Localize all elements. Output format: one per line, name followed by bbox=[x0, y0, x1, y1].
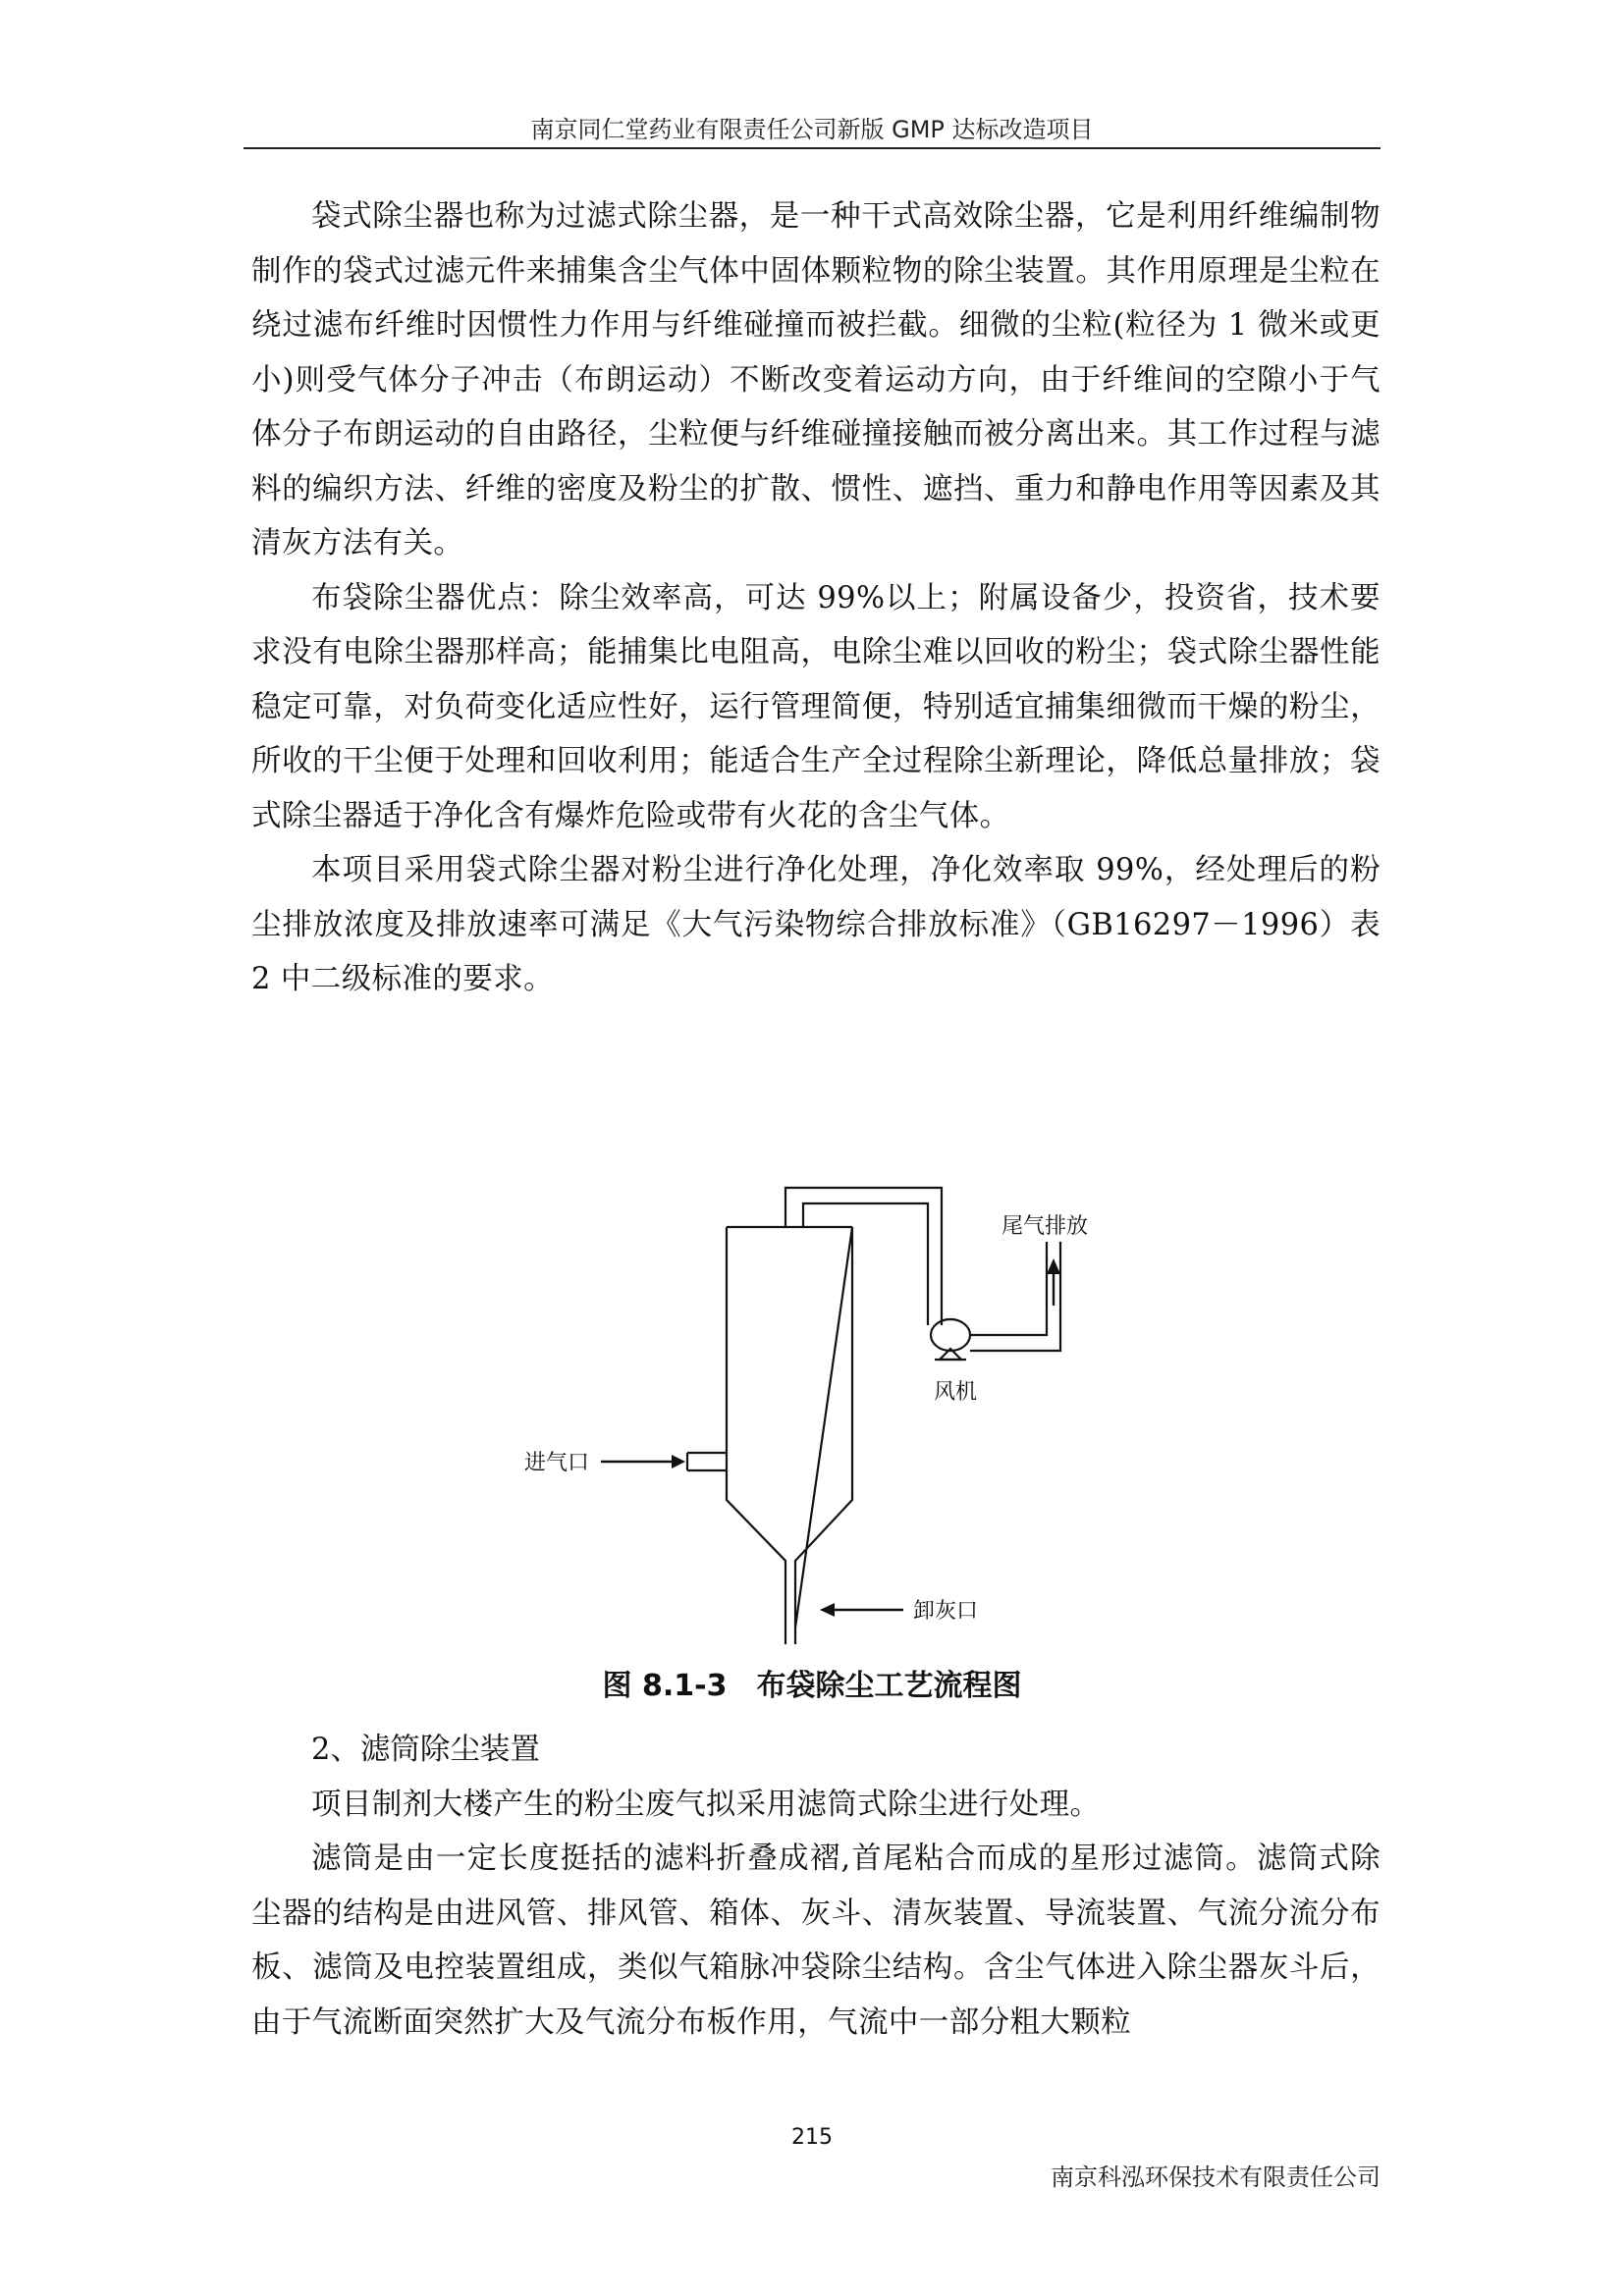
exhaust-arrow-head bbox=[1047, 1258, 1060, 1274]
inlet-arrow-head bbox=[672, 1455, 685, 1468]
paragraph-cartridge-structure: 滤筒是由一定长度挺括的滤料折叠成褶,首尾粘合而成的星形过滤筒。滤筒式除尘器的结构是由进风管、排风管、箱体、灰斗、清灰装置、导流装置、气流分流分布板、滤筒及电控装置组成，类似气箱脉冲袋除尘结构。含尘气体进入除尘器灰斗后，由于气流断面突然扩大及气流分布板作用，气流中一部分粗大颗粒 bbox=[251, 1842, 1380, 2040]
footer-company: 南京科泓环保技术有限责任公司 bbox=[1051, 2163, 1380, 2191]
outlet-duct-inner bbox=[803, 1203, 928, 1325]
body-text bbox=[251, 189, 1380, 1007]
paragraph-project-application: 本项目采用袋式除尘器对粉尘进行净化处理，净化效率取 99%，经处理后的粉尘排放浓度及排放速率可满足《大气污染物综合排放标准》（GB16297－1996）表 2 中二级标准的要求。 bbox=[251, 853, 1380, 996]
page-number: 215 bbox=[791, 2125, 833, 2150]
hopper-exit bbox=[785, 1628, 795, 1644]
vessel-outline bbox=[727, 1227, 852, 1628]
label-ash-outlet: 卸灰口 bbox=[913, 1599, 979, 1624]
label-inlet: 进气口 bbox=[524, 1451, 590, 1475]
label-fan: 风机 bbox=[934, 1380, 978, 1405]
bag-filter-process-diagram bbox=[491, 1158, 1100, 1649]
vessel-body bbox=[727, 1561, 729, 1628]
ash-arrow-head bbox=[820, 1603, 835, 1617]
paragraph-bag-filter-intro: 袋式除尘器也称为过滤式除尘器，是一种干式高效除尘器，它是利用纤维编制物制作的袋式过滤元件来捕集含尘气体中固体颗粒物的除尘装置。其作用原理是尘粒在绕过滤布纤维时因惯性力作用与纤维碰撞而被拦截。细微的尘粒(粒径为 1 微米或更小)则受气体分子冲击（布朗运动）不断改变着运动方向，由于纤维间的空隙小于气体分子布朗运动的自由路径，尘粒便与纤维碰撞接触而被分离出来。其工作过程与滤料的编织方法、纤维的密度及粉尘的扩散、惯性、遮挡、重力和静电作用等因素及其清灰方法有关。 bbox=[251, 199, 1380, 561]
section-cartridge-filter bbox=[251, 1723, 1380, 2050]
outlet-duct-outer bbox=[785, 1188, 942, 1325]
fan-body bbox=[931, 1319, 970, 1351]
paragraph-cartridge-intro: 项目制剂大楼产生的粉尘废气拟采用滤筒式除尘进行处理。 bbox=[311, 1787, 1101, 1822]
inlet-pipe bbox=[687, 1453, 727, 1470]
figure-caption: 图 8.1-3 布袋除尘工艺流程图 bbox=[602, 1669, 1022, 1703]
exhaust-duct-inner bbox=[970, 1242, 1047, 1335]
paragraph-bag-filter-advantages: 布袋除尘器优点：除尘效率高，可达 99%以上；附属设备少，投资省，技术要求没有电除尘器那样高；能捕集比电阻高，电除尘难以回收的粉尘；袋式除尘器性能稳定可靠，对负荷变化适应性好，运行管理简便，特别适宜捕集细微而干燥的粉尘，所收的干尘便于处理和回收利用；能适合生产全过程除尘新理论，降低总量排放；袋式除尘器适于净化含有爆炸危险或带有火花的含尘气体。 bbox=[251, 580, 1380, 833]
header-rule bbox=[244, 147, 1380, 149]
section-heading: 2、滤筒除尘装置 bbox=[311, 1733, 540, 1767]
running-header: 南京同仁堂药业有限责任公司新版 GMP 达标改造项目 bbox=[530, 116, 1094, 143]
label-exhaust: 尾气排放 bbox=[1001, 1214, 1089, 1239]
